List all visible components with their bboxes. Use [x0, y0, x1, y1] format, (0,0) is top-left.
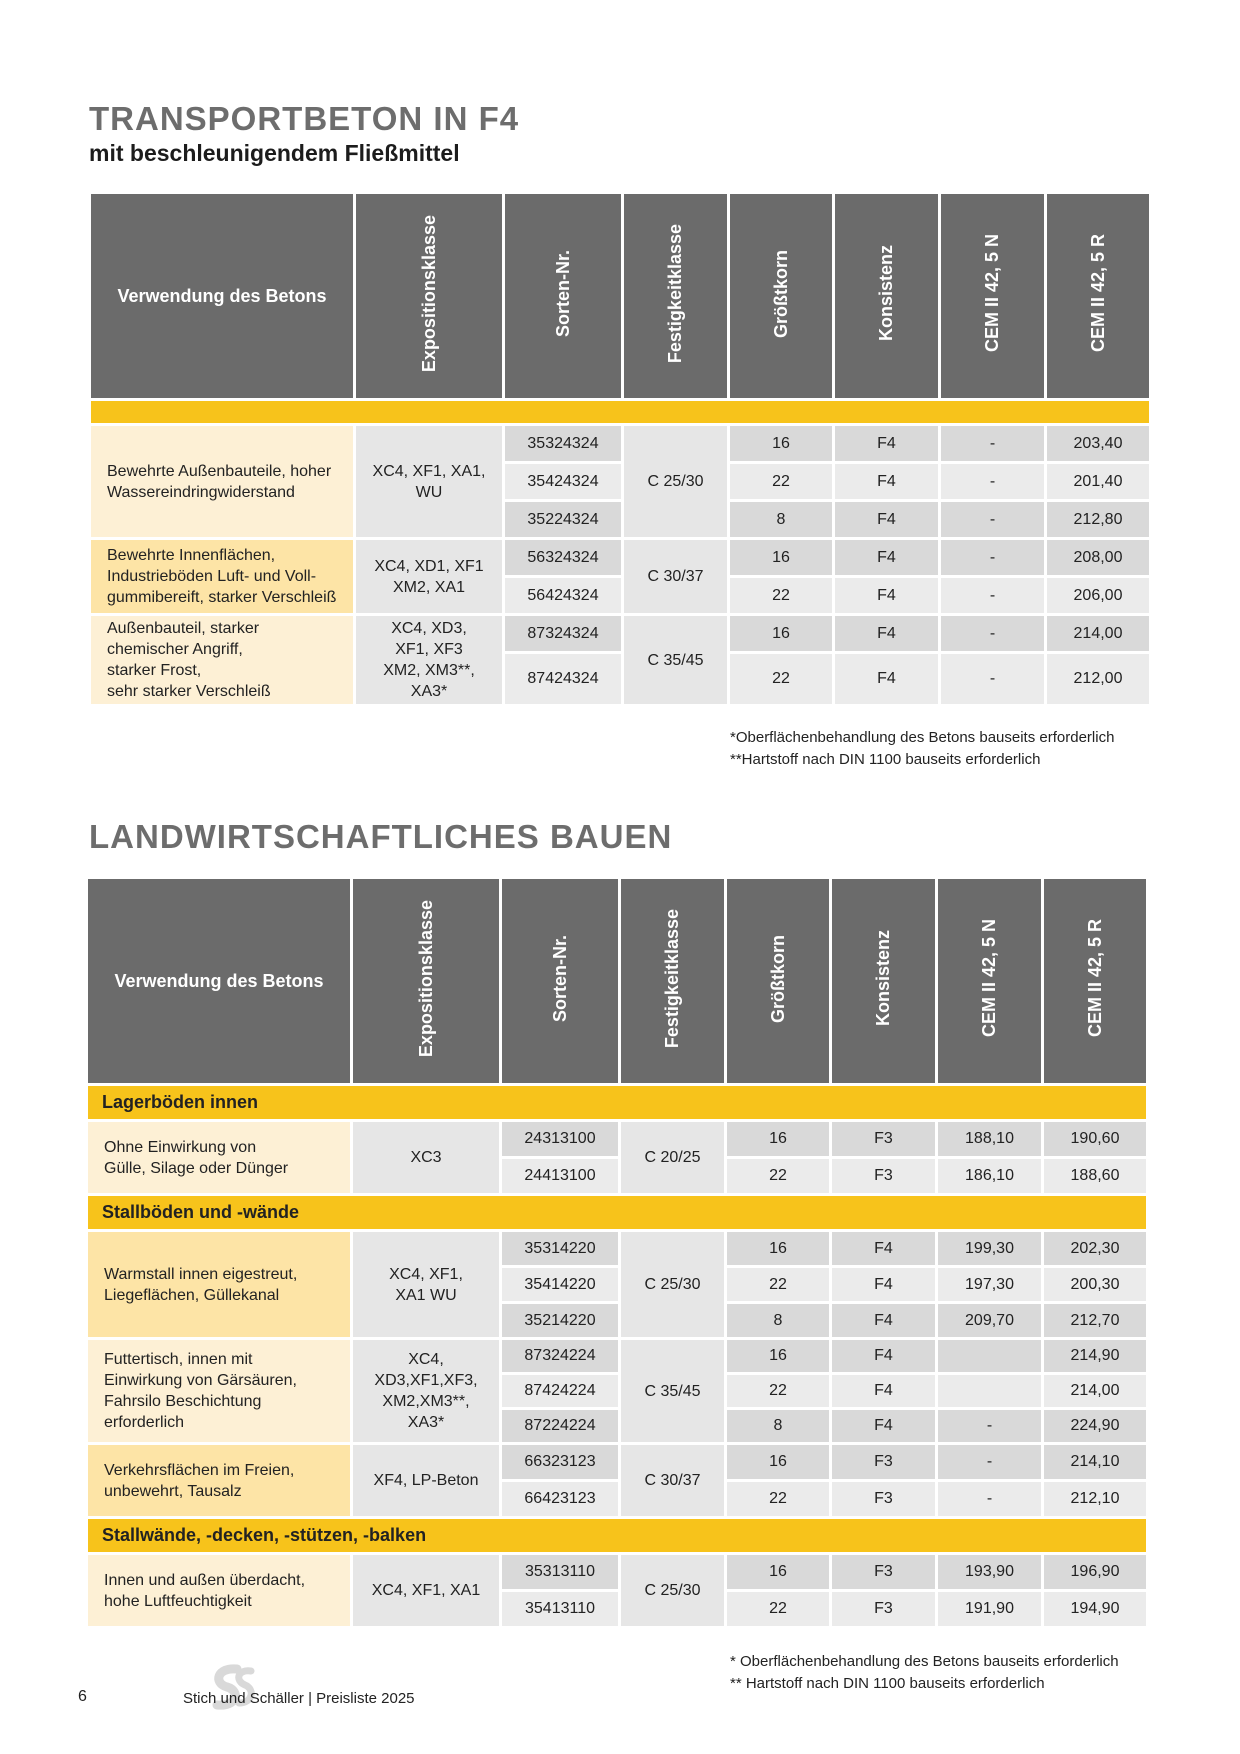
price-cem-r: 196,90 [1044, 1555, 1146, 1589]
footer-text: Stich und Schäller | Preisliste 2025 [183, 1690, 415, 1707]
header-konsistenz: Konsistenz [835, 194, 938, 398]
price-cem-n: - [941, 426, 1044, 461]
category-label: Lagerböden innen [88, 1086, 1146, 1119]
table-row [91, 426, 1149, 461]
consistency: F4 [832, 1232, 935, 1265]
footnote: ** Hartstoff nach DIN 1100 bauseits erforderlich [730, 1675, 1045, 1692]
max-grain: 16 [727, 1122, 829, 1156]
consistency: F3 [832, 1592, 935, 1626]
max-grain: 22 [727, 1482, 829, 1516]
header-use: Verwendung des Betons [91, 194, 353, 398]
consistency: F4 [832, 1340, 935, 1372]
price-cem-n: 191,90 [938, 1592, 1041, 1626]
price-cem-n: - [938, 1445, 1041, 1479]
sorten-nr: 35424324 [505, 464, 621, 499]
header-use: Verwendung des Betons [88, 879, 350, 1083]
price-cem-r: 206,00 [1047, 578, 1149, 613]
consistency: F4 [835, 464, 938, 499]
section1-subtitle: mit beschleunigendem Fließmittel [89, 140, 460, 166]
sorten-nr: 24313100 [502, 1122, 618, 1156]
consistency: F4 [832, 1410, 935, 1442]
sorten-nr: 66323123 [502, 1445, 618, 1479]
section1-title: TRANSPORTBETON IN F4 [89, 100, 520, 137]
sorten-nr: 24413100 [502, 1159, 618, 1193]
footnote: **Hartstoff nach DIN 1100 bauseits erforderlich [730, 751, 1041, 768]
strength-class: C 35/45 [621, 1340, 724, 1442]
header-konsistenz: Konsistenz [832, 879, 935, 1083]
price-cem-r: 214,00 [1044, 1375, 1146, 1407]
table-row [88, 1232, 1146, 1265]
price-cem-r: 208,00 [1047, 540, 1149, 575]
max-grain: 22 [727, 1375, 829, 1407]
table-row [91, 616, 1149, 651]
table-row [88, 1122, 1146, 1156]
strength-class: C 25/30 [624, 426, 727, 537]
price-cem-r: 201,40 [1047, 464, 1149, 499]
price-cem-n: - [941, 540, 1044, 575]
max-grain: 8 [727, 1304, 829, 1337]
sorten-nr: 87324324 [505, 616, 621, 651]
table-row [88, 1555, 1146, 1589]
max-grain: 16 [727, 1445, 829, 1479]
consistency: F4 [832, 1268, 935, 1301]
header-cem-n: CEM II 42, 5 N [941, 194, 1044, 398]
use-description: Ohne Einwirkung von Gülle, Silage oder Dünger [88, 1122, 350, 1193]
max-grain: 22 [730, 654, 832, 704]
category-label: Stallböden und -wände [88, 1196, 1146, 1229]
price-cem-n: - [941, 654, 1044, 704]
price-cem-n: - [938, 1410, 1041, 1442]
consistency: F3 [832, 1122, 935, 1156]
price-cem-n: - [941, 578, 1044, 613]
max-grain: 16 [727, 1232, 829, 1265]
price-cem-n: 197,30 [938, 1268, 1041, 1301]
consistency: F4 [835, 616, 938, 651]
table-row [88, 1340, 1146, 1372]
max-grain: 8 [730, 502, 832, 537]
footnote: *Oberflächenbehandlung des Betons bauseits erforderlich [730, 729, 1115, 746]
price-cem-r: 212,10 [1044, 1482, 1146, 1516]
sorten-nr: 56424324 [505, 578, 621, 613]
sorten-nr: 35314220 [502, 1232, 618, 1265]
sorten-nr: 56324324 [505, 540, 621, 575]
price-cem-r: 214,90 [1044, 1340, 1146, 1372]
price-cem-n: 188,10 [938, 1122, 1041, 1156]
price-cem-n [938, 1375, 1041, 1407]
header-sorten-nr: Sorten-Nr. [505, 194, 621, 398]
price-cem-n [938, 1340, 1041, 1372]
strength-class: C 25/30 [621, 1232, 724, 1337]
category-row [88, 1086, 1146, 1119]
header-groesstkorn: Größtkorn [730, 194, 832, 398]
strength-class: C 35/45 [624, 616, 727, 704]
use-description: Außenbauteil, starker chemischer Angriff, starker Frost, sehr starker Verschleiß [91, 616, 353, 704]
consistency: F4 [835, 578, 938, 613]
use-description: Warmstall innen eigestreut, Liegeflächen, Güllekanal [88, 1232, 350, 1337]
exposition-class: XC4, XF1, XA1, WU [356, 426, 502, 537]
consistency: F4 [835, 502, 938, 537]
price-cem-n: - [941, 616, 1044, 651]
sorten-nr: 87224224 [502, 1410, 618, 1442]
consistency: F4 [835, 540, 938, 575]
consistency: F4 [835, 426, 938, 461]
section1-notes [730, 727, 1114, 771]
strength-class: C 30/37 [621, 1445, 724, 1516]
price-cem-r: 200,30 [1044, 1268, 1146, 1301]
price-cem-r: 212,80 [1047, 502, 1149, 537]
header-cem-n: CEM II 42, 5 N [938, 879, 1041, 1083]
price-cem-n: - [941, 502, 1044, 537]
consistency: F4 [832, 1304, 935, 1337]
header-expositionsklasse: Expositionsklasse [356, 194, 502, 398]
exposition-class: XC4, XD3,XF1,XF3, XM2,XM3**, XA3* [353, 1340, 499, 1442]
header-groesstkorn: Größtkorn [727, 879, 829, 1083]
sorten-nr: 87324224 [502, 1340, 618, 1372]
price-cem-n: 193,90 [938, 1555, 1041, 1589]
use-description: Innen und außen überdacht, hohe Luftfeuchtigkeit [88, 1555, 350, 1626]
category-row [88, 1519, 1146, 1552]
header-festigkeitklasse: Festigkeitklasse [621, 879, 724, 1083]
price-cem-r: 203,40 [1047, 426, 1149, 461]
exposition-class: XC4, XF1, XA1 [353, 1555, 499, 1626]
transportbeton-price-table [88, 191, 1152, 707]
sorten-nr: 35324324 [505, 426, 621, 461]
max-grain: 16 [730, 540, 832, 575]
price-cem-n: 199,30 [938, 1232, 1041, 1265]
strength-class: C 30/37 [624, 540, 727, 613]
use-description: Futtertisch, innen mit Einwirkung von Gärsäuren, Fahrsilo Beschichtung erforderlich [88, 1340, 350, 1442]
price-cem-r: 214,00 [1047, 616, 1149, 651]
footnote: * Oberflächenbehandlung des Betons bauseits erforderlich [730, 1653, 1119, 1670]
consistency: F4 [835, 654, 938, 704]
price-cem-n: 186,10 [938, 1159, 1041, 1193]
yellow-divider [91, 401, 1149, 423]
price-cem-r: 202,30 [1044, 1232, 1146, 1265]
price-cem-r: 194,90 [1044, 1592, 1146, 1626]
header-festigkeitklasse: Festigkeitklasse [624, 194, 727, 398]
price-cem-r: 188,60 [1044, 1159, 1146, 1193]
sorten-nr: 35313110 [502, 1555, 618, 1589]
price-cem-r: 224,90 [1044, 1410, 1146, 1442]
sorten-nr: 87424324 [505, 654, 621, 704]
max-grain: 22 [730, 578, 832, 613]
price-cem-r: 212,70 [1044, 1304, 1146, 1337]
max-grain: 16 [730, 616, 832, 651]
exposition-class: XC4, XF1, XA1 WU [353, 1232, 499, 1337]
sorten-nr: 35414220 [502, 1268, 618, 1301]
max-grain: 22 [727, 1159, 829, 1193]
consistency: F4 [832, 1375, 935, 1407]
header-sorten-nr: Sorten-Nr. [502, 879, 618, 1083]
section2-notes [730, 1651, 1119, 1695]
sorten-nr: 35413110 [502, 1592, 618, 1626]
strength-class: C 25/30 [621, 1555, 724, 1626]
consistency: F3 [832, 1482, 935, 1516]
header-cem-r: CEM II 42, 5 R [1047, 194, 1149, 398]
table-row [88, 1445, 1146, 1479]
exposition-class: XC4, XD3, XF1, XF3 XM2, XM3**, XA3* [356, 616, 502, 704]
consistency: F3 [832, 1445, 935, 1479]
max-grain: 22 [727, 1268, 829, 1301]
exposition-class: XF4, LP-Beton [353, 1445, 499, 1516]
max-grain: 22 [730, 464, 832, 499]
category-row [88, 1196, 1146, 1229]
header-expositionsklasse: Expositionsklasse [353, 879, 499, 1083]
price-cem-n: 209,70 [938, 1304, 1041, 1337]
use-description: Bewehrte Innenflächen, Industrieböden Luft- und Voll- gummibereift, starker Verschleiß [91, 540, 353, 613]
sorten-nr: 35224324 [505, 502, 621, 537]
price-cem-r: 214,10 [1044, 1445, 1146, 1479]
price-cem-n: - [938, 1482, 1041, 1516]
page-number: 6 [78, 1688, 87, 1705]
sorten-nr: 87424224 [502, 1375, 618, 1407]
max-grain: 22 [727, 1592, 829, 1626]
max-grain: 16 [727, 1555, 829, 1589]
consistency: F3 [832, 1159, 935, 1193]
sorten-nr: 35214220 [502, 1304, 618, 1337]
exposition-class: XC3 [353, 1122, 499, 1193]
max-grain: 8 [727, 1410, 829, 1442]
max-grain: 16 [727, 1340, 829, 1372]
max-grain: 16 [730, 426, 832, 461]
section2-title: LANDWIRTSCHAFTLICHES BAUEN [89, 818, 673, 855]
sorten-nr: 66423123 [502, 1482, 618, 1516]
consistency: F3 [832, 1555, 935, 1589]
exposition-class: XC4, XD1, XF1 XM2, XA1 [356, 540, 502, 613]
price-cem-r: 212,00 [1047, 654, 1149, 704]
category-label: Stallwände, -decken, -stützen, -balken [88, 1519, 1146, 1552]
table-row [91, 540, 1149, 575]
use-description: Bewehrte Außenbauteile, hoher Wassereindringwiderstand [91, 426, 353, 537]
stich-schaeller-logo-icon [207, 1663, 257, 1715]
use-description: Verkehrsflächen im Freien, unbewehrt, Tausalz [88, 1445, 350, 1516]
header-cem-r: CEM II 42, 5 R [1044, 879, 1146, 1083]
price-cem-r: 190,60 [1044, 1122, 1146, 1156]
price-cem-n: - [941, 464, 1044, 499]
strength-class: C 20/25 [621, 1122, 724, 1193]
landwirtschaft-price-table [85, 876, 1149, 1629]
